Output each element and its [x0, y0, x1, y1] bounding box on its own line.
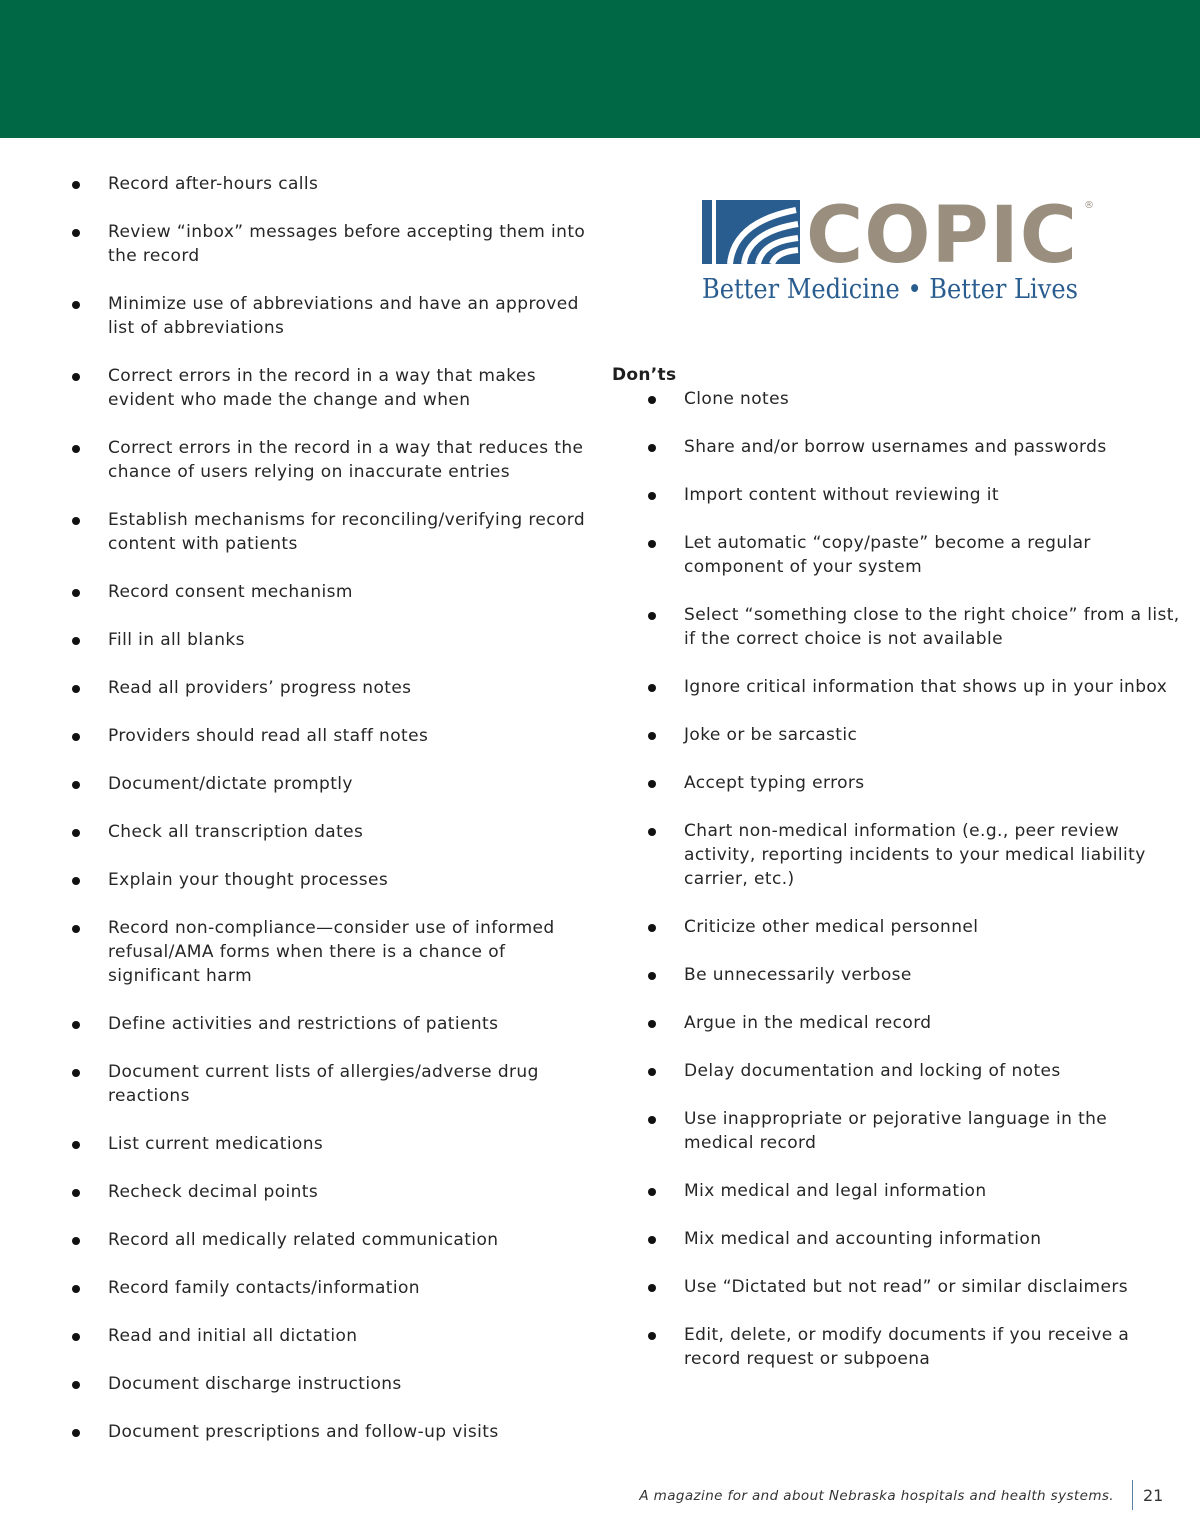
bullet-icon [648, 780, 656, 788]
list-item-text: Record after-hours calls [108, 174, 319, 194]
list-item [612, 387, 1182, 411]
bullet-icon [72, 229, 80, 237]
bullet-icon [72, 373, 80, 381]
bullet-icon [72, 1333, 80, 1341]
list-item-text: Share and/or borrow usernames and passwords [684, 437, 1107, 457]
bullet-icon [72, 1285, 80, 1293]
list-item [70, 916, 590, 988]
bullet-icon [72, 1381, 80, 1389]
list-item-text: Establish mechanisms for reconciling/verifying record content with patients [108, 510, 586, 554]
list-item [612, 531, 1182, 579]
bullet-icon [648, 1068, 656, 1076]
bullet-icon [72, 181, 80, 189]
bullet-icon [72, 301, 80, 309]
list-item [70, 676, 590, 700]
bullet-icon [648, 1236, 656, 1244]
list-item-text: Explain your thought processes [108, 870, 389, 890]
list-item-text: Record consent mechanism [108, 582, 353, 602]
bullet-icon [648, 612, 656, 620]
bullet-icon [648, 732, 656, 740]
bullet-icon [648, 444, 656, 452]
list-item [70, 436, 590, 484]
list-item-text: Select “something close to the right choice” from a list, if the correct choice is not available [684, 605, 1180, 649]
copic-logo [700, 192, 1100, 312]
list-item-text: Read and initial all dictation [108, 1326, 358, 1346]
list-item [612, 1179, 1182, 1203]
logo-registered-mark: ® [1084, 200, 1094, 211]
bullet-icon [72, 781, 80, 789]
list-item [612, 603, 1182, 651]
list-item [612, 1107, 1182, 1155]
list-item [70, 1276, 590, 1300]
list-item [612, 483, 1182, 507]
page-number: 21 [1143, 1486, 1164, 1505]
list-item [70, 1228, 590, 1252]
bullet-icon [72, 925, 80, 933]
list-item-text: Ignore critical information that shows up in your inbox [684, 677, 1168, 697]
list-item-text: Be unnecessarily verbose [684, 965, 912, 985]
list-item-text: Minimize use of abbreviations and have an approved list of abbreviations [108, 294, 579, 338]
list-item [612, 1227, 1182, 1251]
list-item [70, 1324, 590, 1348]
list-item-text: List current medications [108, 1134, 324, 1154]
list-item-text: Read all providers’ progress notes [108, 678, 412, 698]
list-item [612, 1059, 1182, 1083]
list-item [70, 172, 590, 196]
list-item-text: Document current lists of allergies/adverse drug reactions [108, 1062, 539, 1106]
list-item-text: Delay documentation and locking of notes [684, 1061, 1061, 1081]
bullet-icon [72, 1141, 80, 1149]
list-item-text: Document discharge instructions [108, 1374, 402, 1394]
bullet-icon [72, 517, 80, 525]
list-item-text: Check all transcription dates [108, 822, 364, 842]
bullet-icon [648, 828, 656, 836]
list-item-text: Fill in all blanks [108, 630, 245, 650]
list-item [612, 915, 1182, 939]
list-item-text: Argue in the medical record [684, 1013, 932, 1033]
list-item [70, 724, 590, 748]
list-item [70, 1132, 590, 1156]
bullet-icon [72, 1069, 80, 1077]
list-item-text: Document prescriptions and follow-up visits [108, 1422, 499, 1442]
footer-divider [1132, 1480, 1133, 1510]
list-item [70, 1372, 590, 1396]
list-item [70, 868, 590, 892]
bullet-icon [72, 877, 80, 885]
bullet-icon [648, 1284, 656, 1292]
list-item-text: Mix medical and legal information [684, 1181, 987, 1201]
list-item-text: Correct errors in the record in a way that makes evident who made the change and when [108, 366, 536, 410]
bullet-icon [72, 1429, 80, 1437]
donts-list [612, 387, 1182, 1371]
list-item-text: Accept typing errors [684, 773, 865, 793]
list-item-text: Joke or be sarcastic [684, 725, 858, 745]
donts-heading: Don’ts [612, 365, 677, 385]
bullet-icon [648, 1020, 656, 1028]
bullet-icon [72, 829, 80, 837]
list-item [70, 772, 590, 796]
bullet-icon [72, 733, 80, 741]
bullet-icon [72, 589, 80, 597]
list-item-text: Criticize other medical personnel [684, 917, 979, 937]
list-item [612, 819, 1182, 891]
list-item [612, 435, 1182, 459]
bullet-icon [72, 445, 80, 453]
bullet-icon [648, 684, 656, 692]
list-item [70, 1012, 590, 1036]
list-item [612, 771, 1182, 795]
list-item [612, 963, 1182, 987]
bullet-icon [72, 1189, 80, 1197]
list-item-text: Record family contacts/information [108, 1278, 420, 1298]
list-item-text: Use inappropriate or pejorative language in the medical record [684, 1109, 1108, 1153]
bullet-icon [72, 1021, 80, 1029]
list-item [70, 220, 590, 268]
list-item-text: Let automatic “copy/paste” become a regular component of your system [684, 533, 1091, 577]
list-item [70, 364, 590, 412]
bullet-icon [648, 396, 656, 404]
list-item-text: Providers should read all staff notes [108, 726, 429, 746]
list-item-text: Mix medical and accounting information [684, 1229, 1042, 1249]
list-item [612, 1275, 1182, 1299]
list-item-text: Edit, delete, or modify documents if you receive a record request or subpoena [684, 1325, 1130, 1369]
list-item-text: Review “inbox” messages before accepting them into the record [108, 222, 586, 266]
bullet-icon [72, 1237, 80, 1245]
list-item-text: Recheck decimal points [108, 1182, 319, 1202]
list-item-text: Define activities and restrictions of patients [108, 1014, 499, 1034]
list-item-text: Chart non-medical information (e.g., peer review activity, reporting incidents to your medical liability carrier, etc.) [684, 821, 1146, 889]
bullet-icon [72, 685, 80, 693]
list-item-text: Document/dictate promptly [108, 774, 353, 794]
list-item [70, 1060, 590, 1108]
list-item-text: Use “Dictated but not read” or similar disclaimers [684, 1277, 1129, 1297]
footer-tagline: A magazine for and about Nebraska hospitals and health systems. [639, 1488, 1114, 1504]
list-item [612, 1323, 1182, 1371]
list-item [70, 1180, 590, 1204]
list-item-text: Clone notes [684, 389, 790, 409]
list-item [612, 1011, 1182, 1035]
dos-list [70, 172, 590, 1468]
list-item [70, 820, 590, 844]
bullet-icon [648, 1116, 656, 1124]
bullet-icon [648, 1332, 656, 1340]
logo-brand: COPIC [806, 192, 1078, 281]
list-item [70, 580, 590, 604]
list-item [70, 508, 590, 556]
list-item [70, 1420, 590, 1444]
bullet-icon [648, 1188, 656, 1196]
list-item [70, 628, 590, 652]
list-item [70, 292, 590, 340]
copic-emblem-icon [702, 200, 800, 264]
list-item [612, 723, 1182, 747]
header-bar [0, 0, 1200, 138]
list-item-text: Import content without reviewing it [684, 485, 999, 505]
donts-section [612, 363, 1182, 1395]
bullet-icon [648, 492, 656, 500]
list-item-text: Correct errors in the record in a way that reduces the chance of users relying on inaccurate entries [108, 438, 584, 482]
list-item-text: Record non-compliance—consider use of informed refusal/AMA forms when there is a chance of significant harm [108, 918, 555, 986]
bullet-icon [648, 924, 656, 932]
bullet-icon [648, 540, 656, 548]
bullet-icon [648, 972, 656, 980]
list-item-text: Record all medically related communication [108, 1230, 499, 1250]
list-item [612, 675, 1182, 699]
logo-tagline: Better Medicine • Better Lives [702, 274, 1078, 305]
bullet-icon [72, 637, 80, 645]
